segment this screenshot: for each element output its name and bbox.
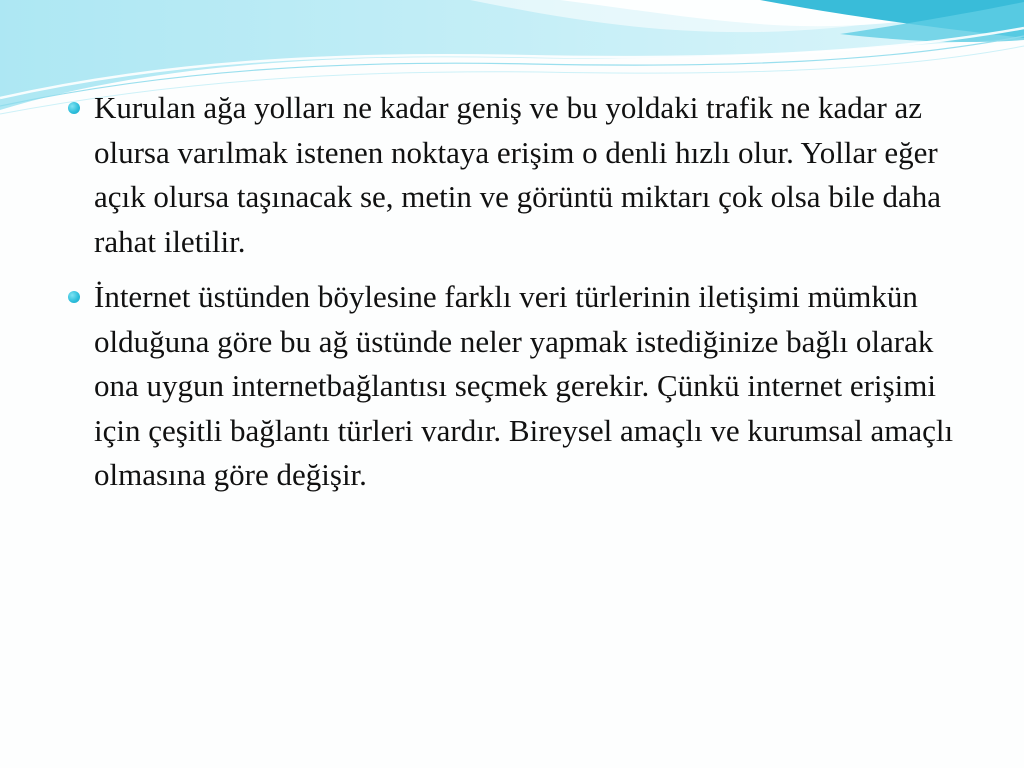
- bullet-text: Kurulan ağa yolları ne kadar geniş ve bu yoldaki trafik ne kadar az olursa varılmak istenen noktaya erişim o denli hızlı olur. Yollar eğer açık olursa taşınacak se, metin ve görüntü miktarı çok olsa bile daha rahat iletilir.: [94, 90, 942, 259]
- bullet-list: [68, 86, 968, 498]
- bullet-item: [68, 86, 968, 264]
- bullet-dot-icon: [68, 291, 80, 303]
- slide-content: [68, 86, 968, 509]
- bullet-text: İnternet üstünden böylesine farklı veri türlerinin iletişimi mümkün olduğuna göre bu ağ üstünde neler yapmak istediğinize bağlı olarak ona uygun internetbağlantısı seçmek gerekir. Çünkü internet erişimi için çeşitli bağlantı türleri vardır. Bireysel amaçlı ve kurumsal amaçlı olmasına göre değişir.: [94, 279, 954, 492]
- bullet-dot-icon: [68, 102, 80, 114]
- bullet-item: [68, 275, 968, 498]
